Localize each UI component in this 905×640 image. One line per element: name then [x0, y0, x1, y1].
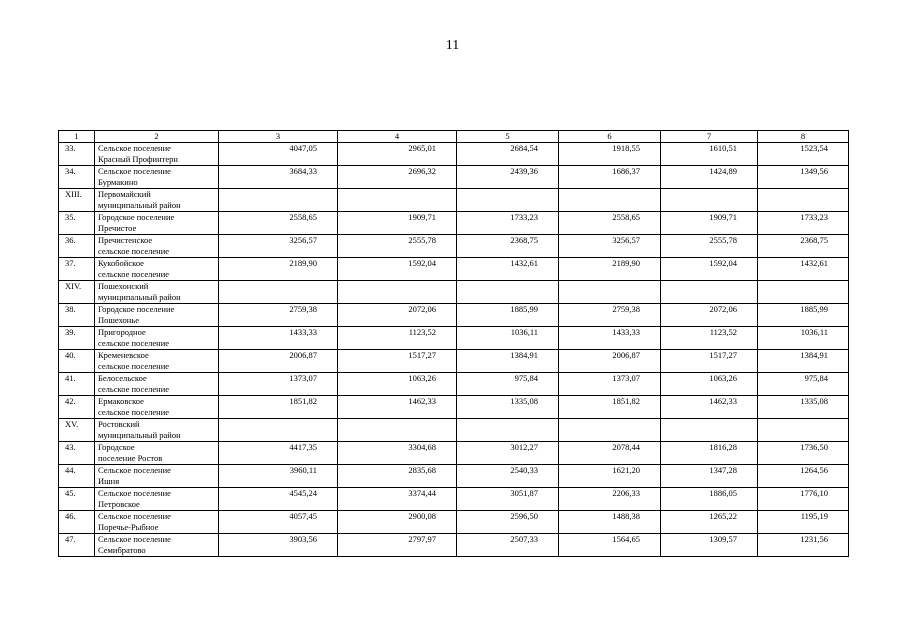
settlement-name-line: Бурмакино — [98, 177, 138, 187]
value-cell: 1918,55 — [559, 143, 661, 166]
value-cell: 2072,06 — [338, 304, 457, 327]
settlement-name-line: Сельское поселение — [98, 166, 171, 176]
settlement-name — [95, 396, 219, 419]
value-cell: 4057,45 — [219, 511, 338, 534]
value-cell — [661, 419, 758, 442]
settlement-name-line: сельское поселение — [98, 361, 170, 371]
table-row — [59, 396, 849, 419]
value-cell: 2555,78 — [338, 235, 457, 258]
settlement-name-line: Ростовский — [98, 419, 140, 429]
value-cell: 1851,82 — [219, 396, 338, 419]
settlement-name-line: сельское поселение — [98, 246, 170, 256]
table-row — [59, 189, 849, 212]
settlement-name — [95, 465, 219, 488]
settlement-name-line: Сельское поселение — [98, 534, 171, 544]
value-cell — [661, 189, 758, 212]
value-cell: 1384,91 — [457, 350, 559, 373]
settlement-name-line: сельское поселение — [98, 338, 170, 348]
row-number: 40. — [59, 350, 95, 373]
value-cell: 2072,06 — [661, 304, 758, 327]
settlement-name-line: Сельское поселение — [98, 465, 171, 475]
value-cell: 1432,61 — [457, 258, 559, 281]
settlement-name-line: сельское поселение — [98, 384, 170, 394]
value-cell: 1309,57 — [661, 534, 758, 557]
row-number: 33. — [59, 143, 95, 166]
row-number: 35. — [59, 212, 95, 235]
value-cell: 1564,65 — [559, 534, 661, 557]
table-row — [59, 143, 849, 166]
settlement-name-line: Первомайский — [98, 189, 151, 199]
value-cell: 2596,50 — [457, 511, 559, 534]
settlement-name-line: поселение Ростов — [98, 453, 163, 463]
value-cell: 1523,54 — [758, 143, 849, 166]
value-cell: 3051,87 — [457, 488, 559, 511]
value-cell: 1885,99 — [457, 304, 559, 327]
settlement-name-line: Петровское — [98, 499, 140, 509]
settlement-name — [95, 511, 219, 534]
settlement-name-line: Сельское поселение — [98, 488, 171, 498]
value-cell: 1384,91 — [758, 350, 849, 373]
value-cell: 1621,20 — [559, 465, 661, 488]
value-cell: 1347,28 — [661, 465, 758, 488]
value-cell: 1909,71 — [661, 212, 758, 235]
value-cell: 2797,97 — [338, 534, 457, 557]
value-cell: 1592,04 — [338, 258, 457, 281]
value-cell — [661, 281, 758, 304]
settlement-name-line: Ишня — [98, 476, 120, 486]
row-number: 39. — [59, 327, 95, 350]
value-cell: 4417,35 — [219, 442, 338, 465]
table-row — [59, 534, 849, 557]
table-row — [59, 304, 849, 327]
header-cell: 3 — [219, 131, 338, 143]
value-cell: 2368,75 — [758, 235, 849, 258]
settlement-name-line: Пошехонский — [98, 281, 149, 291]
value-cell: 2439,36 — [457, 166, 559, 189]
value-cell: 2540,33 — [457, 465, 559, 488]
value-cell: 1373,07 — [219, 373, 338, 396]
settlement-name — [95, 212, 219, 235]
row-number: 41. — [59, 373, 95, 396]
value-cell: 1195,19 — [758, 511, 849, 534]
row-number: 42. — [59, 396, 95, 419]
row-number: 36. — [59, 235, 95, 258]
value-cell — [338, 281, 457, 304]
value-cell: 3256,57 — [559, 235, 661, 258]
value-cell: 1335,08 — [758, 396, 849, 419]
value-cell — [758, 281, 849, 304]
value-cell: 1036,11 — [758, 327, 849, 350]
value-cell: 1433,33 — [559, 327, 661, 350]
settlement-name — [95, 166, 219, 189]
header-cell: 1 — [59, 131, 95, 143]
settlement-name-line: Поречье-Рыбное — [98, 522, 159, 532]
value-cell: 975,84 — [758, 373, 849, 396]
value-cell: 1733,23 — [758, 212, 849, 235]
header-cell: 4 — [338, 131, 457, 143]
settlement-name-line: Сельское поселение — [98, 511, 171, 521]
data-table — [58, 130, 849, 557]
value-cell: 2965,01 — [338, 143, 457, 166]
header-cell: 6 — [559, 131, 661, 143]
value-cell: 1733,23 — [457, 212, 559, 235]
settlement-name — [95, 235, 219, 258]
table-row — [59, 235, 849, 258]
row-number: 38. — [59, 304, 95, 327]
table-row — [59, 442, 849, 465]
settlement-name-line: Красный Профинтерн — [98, 154, 178, 164]
header-cell: 2 — [95, 131, 219, 143]
value-cell: 1462,33 — [338, 396, 457, 419]
value-cell: 1265,22 — [661, 511, 758, 534]
value-cell: 3304,68 — [338, 442, 457, 465]
value-cell: 1592,04 — [661, 258, 758, 281]
row-number: XIV. — [59, 281, 95, 304]
settlement-name-line: Городское — [98, 442, 135, 452]
settlement-name — [95, 327, 219, 350]
row-number: 46. — [59, 511, 95, 534]
value-cell: 2558,65 — [559, 212, 661, 235]
value-cell: 1349,56 — [758, 166, 849, 189]
settlement-name-line: Кременевское — [98, 350, 149, 360]
settlement-name-line: Пречистенское — [98, 235, 153, 245]
value-cell: 2759,38 — [219, 304, 338, 327]
row-number: 47. — [59, 534, 95, 557]
settlement-name-line: Белосельское — [98, 373, 147, 383]
page-number: 11 — [445, 38, 460, 53]
value-cell: 975,84 — [457, 373, 559, 396]
table-row — [59, 281, 849, 304]
settlement-name — [95, 304, 219, 327]
settlement-name-line: сельское поселение — [98, 407, 170, 417]
value-cell: 1373,07 — [559, 373, 661, 396]
value-cell — [559, 189, 661, 212]
settlement-name — [95, 488, 219, 511]
table-row — [59, 212, 849, 235]
value-cell: 1851,82 — [559, 396, 661, 419]
value-cell: 1776,10 — [758, 488, 849, 511]
value-cell: 3256,57 — [219, 235, 338, 258]
settlement-name-line: Ермаковское — [98, 396, 144, 406]
value-cell: 2684,54 — [457, 143, 559, 166]
value-cell: 2835,68 — [338, 465, 457, 488]
row-number: XIII. — [59, 189, 95, 212]
settlement-name — [95, 143, 219, 166]
value-cell: 1686,37 — [559, 166, 661, 189]
row-number: 37. — [59, 258, 95, 281]
value-cell: 3903,56 — [219, 534, 338, 557]
value-cell: 1517,27 — [338, 350, 457, 373]
settlement-name-line: Семибратово — [98, 545, 146, 555]
settlement-name-line: Кукобойское — [98, 258, 144, 268]
header-cell: 8 — [758, 131, 849, 143]
table-row — [59, 327, 849, 350]
settlement-name — [95, 534, 219, 557]
table-row — [59, 465, 849, 488]
settlement-name — [95, 350, 219, 373]
settlement-name-line: Городское поселение — [98, 304, 175, 314]
value-cell: 1433,33 — [219, 327, 338, 350]
value-cell: 2558,65 — [219, 212, 338, 235]
value-cell: 1335,08 — [457, 396, 559, 419]
settlement-name — [95, 419, 219, 442]
value-cell: 1063,26 — [661, 373, 758, 396]
table-row — [59, 488, 849, 511]
value-cell: 2006,87 — [219, 350, 338, 373]
value-cell: 3960,11 — [219, 465, 338, 488]
value-cell: 3012,27 — [457, 442, 559, 465]
settlement-name — [95, 281, 219, 304]
settlement-name — [95, 258, 219, 281]
value-cell — [559, 419, 661, 442]
settlement-name — [95, 442, 219, 465]
value-cell — [758, 189, 849, 212]
value-cell: 2189,90 — [559, 258, 661, 281]
settlement-name — [95, 189, 219, 212]
value-cell: 1488,38 — [559, 511, 661, 534]
value-cell: 1909,71 — [338, 212, 457, 235]
value-cell: 2555,78 — [661, 235, 758, 258]
settlement-name-line: Городское поселение — [98, 212, 175, 222]
header-cell: 7 — [661, 131, 758, 143]
value-cell: 2368,75 — [457, 235, 559, 258]
value-cell: 1036,11 — [457, 327, 559, 350]
value-cell: 2507,33 — [457, 534, 559, 557]
row-number: 43. — [59, 442, 95, 465]
settlement-name-line: Пречистое — [98, 223, 137, 233]
table-row — [59, 258, 849, 281]
value-cell: 1886,05 — [661, 488, 758, 511]
settlement-name-line: сельское поселение — [98, 269, 170, 279]
value-cell: 3374,44 — [338, 488, 457, 511]
value-cell: 1610,51 — [661, 143, 758, 166]
value-cell: 1123,52 — [661, 327, 758, 350]
value-cell — [559, 281, 661, 304]
value-cell: 2078,44 — [559, 442, 661, 465]
settlement-name-line: муниципальный район — [98, 200, 181, 210]
table-row — [59, 166, 849, 189]
value-cell — [758, 419, 849, 442]
value-cell — [457, 189, 559, 212]
settlement-name-line: муниципальный район — [98, 292, 181, 302]
value-cell — [457, 419, 559, 442]
table-row — [59, 511, 849, 534]
table-row — [59, 373, 849, 396]
table-row — [59, 419, 849, 442]
value-cell: 1736,50 — [758, 442, 849, 465]
header-cell: 5 — [457, 131, 559, 143]
header-row — [59, 131, 849, 143]
value-cell: 2696,32 — [338, 166, 457, 189]
settlement-name-line: муниципальный район — [98, 430, 181, 440]
value-cell: 1231,56 — [758, 534, 849, 557]
row-number: 44. — [59, 465, 95, 488]
table-row — [59, 350, 849, 373]
value-cell — [219, 189, 338, 212]
settlement-name-line: Сельское поселение — [98, 143, 171, 153]
value-cell — [219, 419, 338, 442]
value-cell: 2759,38 — [559, 304, 661, 327]
value-cell: 1816,28 — [661, 442, 758, 465]
value-cell — [219, 281, 338, 304]
value-cell: 2006,87 — [559, 350, 661, 373]
value-cell: 1063,26 — [338, 373, 457, 396]
value-cell: 1885,99 — [758, 304, 849, 327]
settlement-name — [95, 373, 219, 396]
value-cell — [338, 189, 457, 212]
row-number: 34. — [59, 166, 95, 189]
value-cell: 1123,52 — [338, 327, 457, 350]
settlement-name-line: Пошехонье — [98, 315, 139, 325]
value-cell: 1462,33 — [661, 396, 758, 419]
value-cell: 2900,08 — [338, 511, 457, 534]
value-cell: 1517,27 — [661, 350, 758, 373]
value-cell: 4545,24 — [219, 488, 338, 511]
value-cell: 2189,90 — [219, 258, 338, 281]
value-cell: 2206,33 — [559, 488, 661, 511]
settlement-name-line: Пригородное — [98, 327, 146, 337]
value-cell — [338, 419, 457, 442]
value-cell: 3684,33 — [219, 166, 338, 189]
value-cell: 1424,89 — [661, 166, 758, 189]
value-cell: 1432,61 — [758, 258, 849, 281]
value-cell — [457, 281, 559, 304]
value-cell: 4047,05 — [219, 143, 338, 166]
value-cell: 1264,56 — [758, 465, 849, 488]
row-number: XV. — [59, 419, 95, 442]
row-number: 45. — [59, 488, 95, 511]
